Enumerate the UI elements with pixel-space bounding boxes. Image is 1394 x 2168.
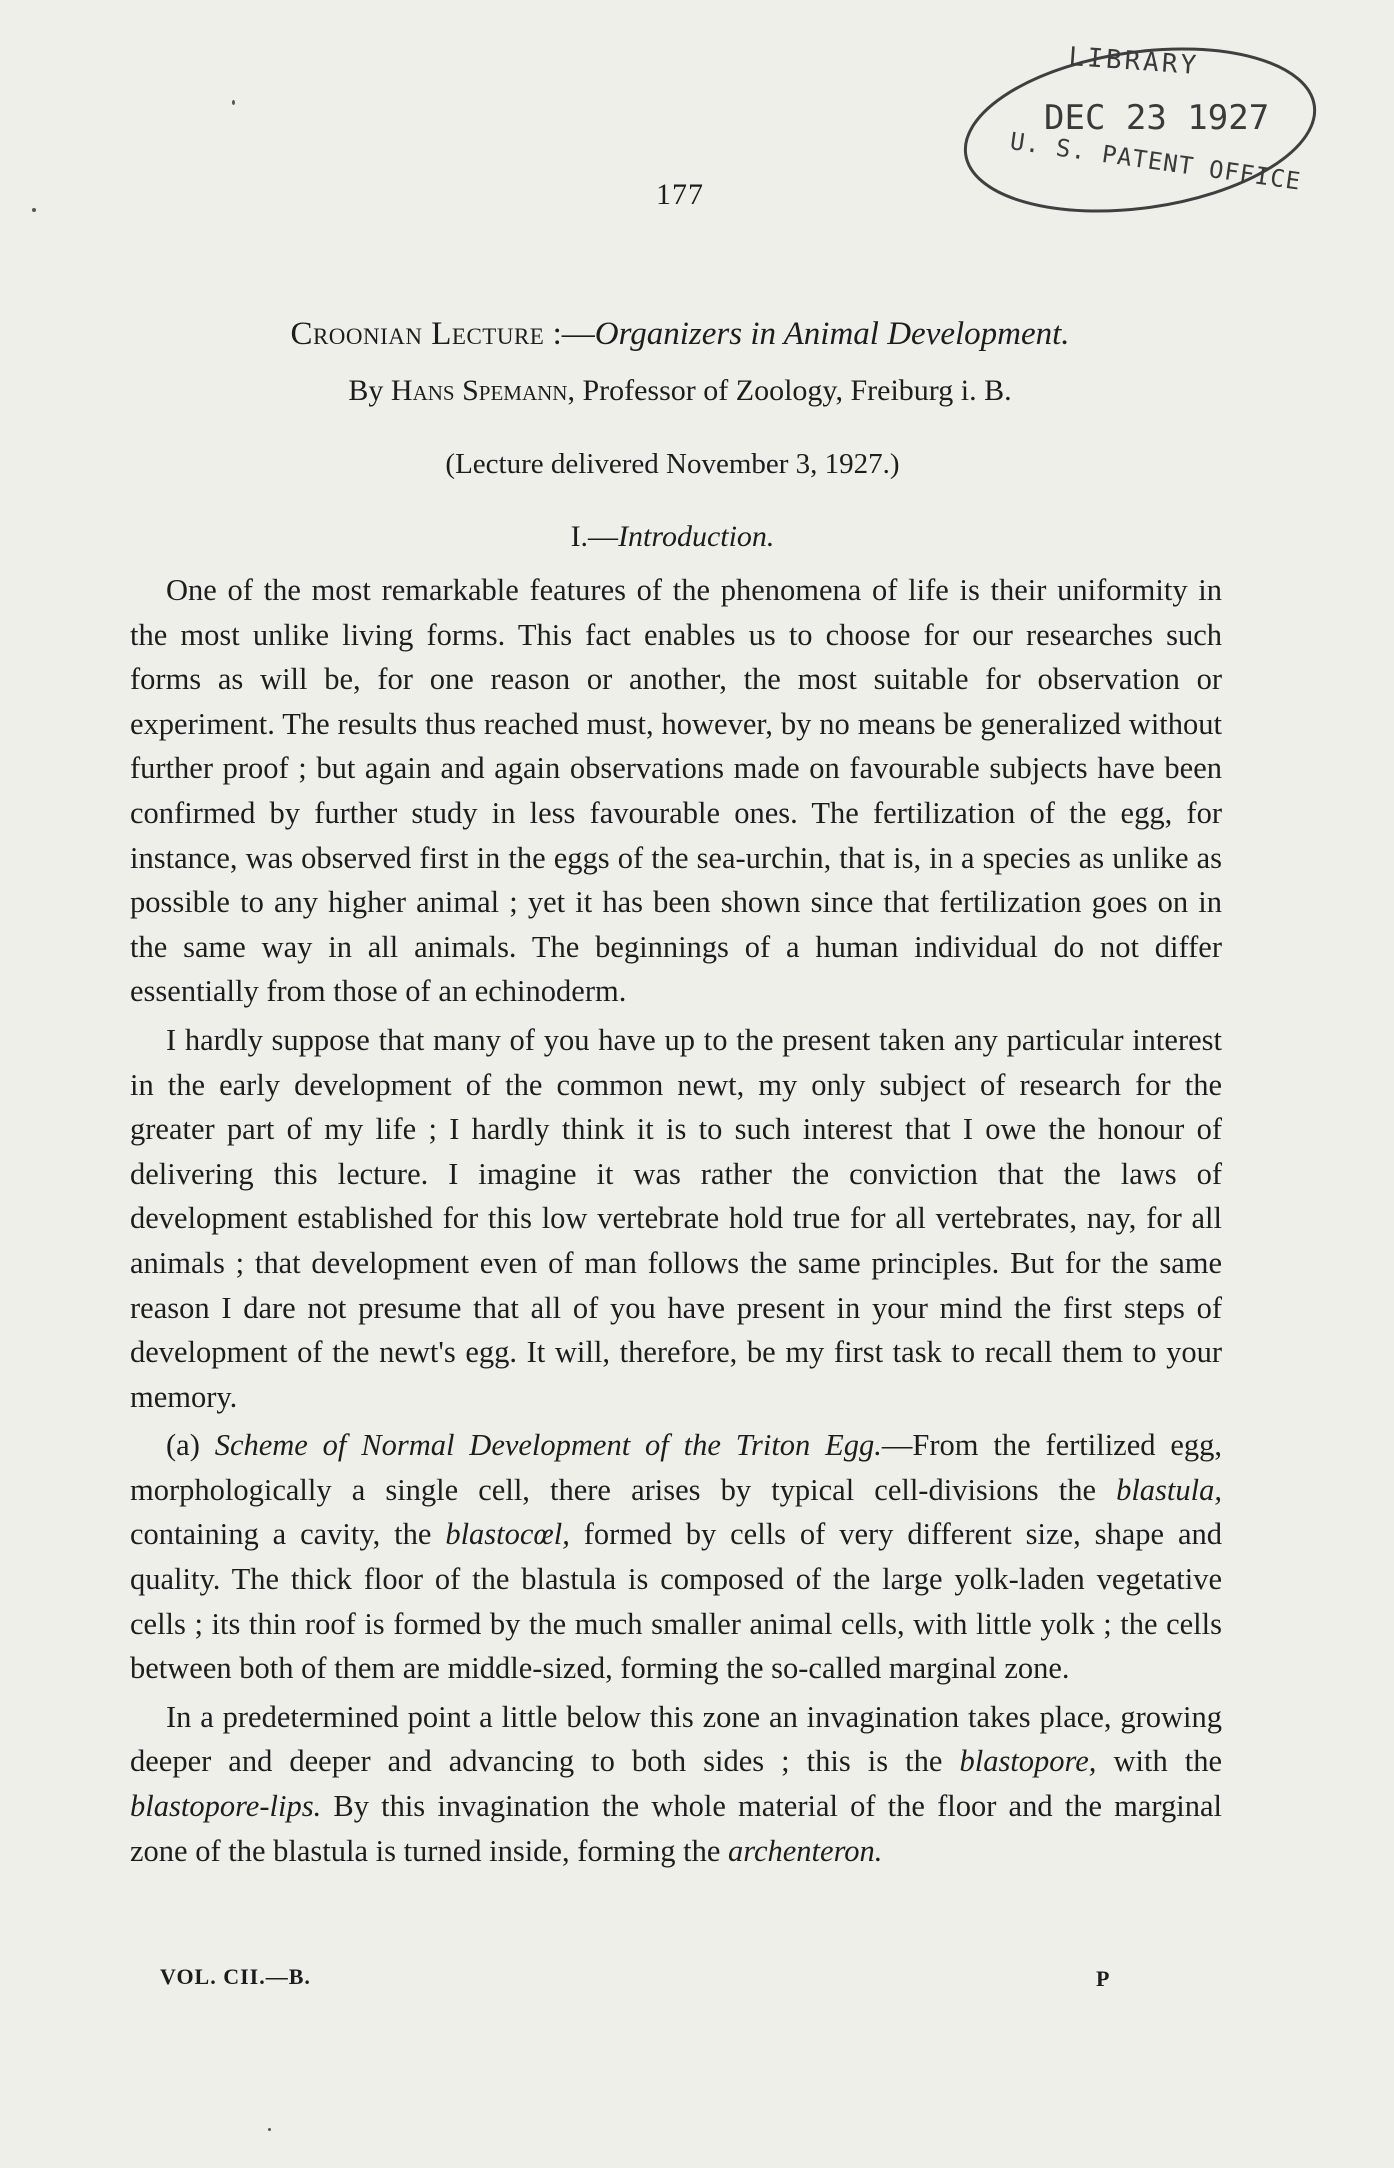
text-run: containing a cavity, the: [130, 1517, 446, 1552]
term: blastula,: [1116, 1472, 1222, 1507]
text-run: By this invagination the whole material of the floor and the marginal zone of the blastula is turned inside, forming the: [130, 1789, 1222, 1868]
text-run: —From the fertilized egg, morphologically a single cell, there arises by typical cell-divisions the: [130, 1428, 1223, 1507]
author-byline: [0, 374, 1360, 408]
author-affiliation: , Professor of Zoology, Freiburg i. B.: [567, 374, 1012, 407]
lecture-topic: Organizers in Animal Development.: [594, 316, 1070, 352]
paragraph: One of the most remarkable features of the phenomena of life is their uniformity in the most unlike living forms. This fact enables us to choose for our researches such forms as will be, for one reason or another, the most suitable for observation or experiment. The results thus reached must, however, by no means be generalized without further proof ; but again and again observations made on favourable subjects have been confirmed by further study in less favourable ones. The fertilization of the egg, for instance, was observed first in the eggs of the sea-urchin, that is, in a species as unlike as possible to any higher animal ; yet it has been shown since that fertilization goes on in the same way in all animals. The beginnings of a human individual do not differ essentially from those of an echinoderm.: [130, 573, 1222, 1009]
paragraph: [130, 1695, 1222, 1873]
text-run: formed by cells of very different size, shape and quality. The thick floor of the blastula is composed of the large yolk-laden vegetative cells ; its thin roof is formed by the much smaller animal cells, with little yolk ; the cells between both of them are middle-sized, forming the so-called marginal zone.: [130, 1517, 1222, 1686]
body-text: [130, 568, 1222, 1877]
paper-speck: [268, 2128, 271, 2131]
subsection-label: (a): [166, 1428, 215, 1463]
byline-prefix: By: [348, 374, 391, 407]
section-number: I.—: [570, 520, 619, 553]
subsection-heading: Scheme of Normal Development of the Triton Egg.: [214, 1428, 882, 1463]
lecture-date: (Lecture delivered November 3, 1927.): [445, 448, 900, 480]
volume-footer: VOL. CII.—B.: [160, 1964, 311, 1989]
text-run: In a predetermined point a little below this zone an invagination takes place, growing deeper and deeper and advancing to both sides ; this is the: [130, 1699, 1222, 1779]
lecture-title: [0, 316, 1360, 353]
title-separator: :—: [544, 316, 595, 352]
stamp-line-date: DEC 23 1927: [1044, 98, 1270, 138]
term: archenteron.: [728, 1833, 883, 1868]
section-heading: [0, 520, 1345, 554]
term: blastopore,: [959, 1744, 1097, 1779]
paper-speck: [232, 100, 235, 105]
stamp-line-office: U. S. PATENT OFFICE: [1008, 127, 1303, 196]
paragraph: I hardly suppose that many of you have up to the present taken any particular interest in the early development of the common newt, my only subject of research for the greater part of my life ; I hardly think it is to such interest that I owe the honour of delivering this lecture. I imagine it was rather the conviction that the laws of development established for this low vertebrate hold true for all vertebrates, nay, for all animals ; that development even of man follows the same principles. But for the same reason I dare not presume that all of you have present in your mind the first steps of development of the newt's egg. It will, therefore, be my first task to recall them to your memory.: [130, 1022, 1222, 1414]
lecture-name: Croonian Lecture: [290, 316, 545, 352]
term: blastocœl,: [445, 1517, 570, 1552]
stamp-line-library: LIBRARY: [1067, 42, 1201, 82]
signature-mark: P: [1096, 1966, 1110, 1991]
author-name: Hans Spemann: [390, 374, 568, 407]
text-run: with the: [1096, 1744, 1222, 1779]
term: blastopore-lips.: [130, 1789, 322, 1824]
paragraph: [130, 1423, 1222, 1691]
section-title: Introduction.: [618, 520, 775, 553]
page-number: 177: [656, 178, 704, 211]
paper-speck: [32, 208, 36, 212]
